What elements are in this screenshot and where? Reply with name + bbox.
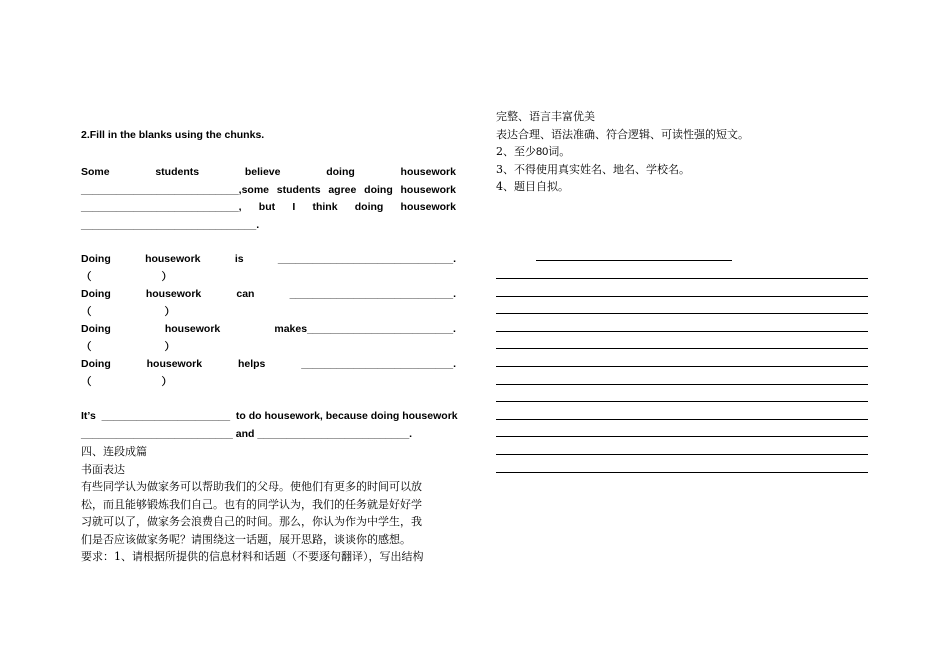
fill-line: ___________________________, but I think doing housework xyxy=(81,201,456,213)
requirement-line: 2、至少80词。 xyxy=(496,145,571,158)
right-column xyxy=(496,108,868,196)
fill-line: Doing housework helps __________________________. xyxy=(81,358,456,370)
section-heading: 四、连段成篇 xyxy=(81,445,147,458)
fill-line: ______________________________. xyxy=(81,218,260,231)
fill-line: Doing housework makes_________________________. xyxy=(81,323,456,335)
section-title: 2.Fill in the blanks using the chunks. xyxy=(81,129,265,141)
writing-line[interactable] xyxy=(496,472,868,473)
writing-line[interactable] xyxy=(496,348,868,349)
requirement-line: 表达合理、语法准确、符合逻辑、可读性强的短文。 xyxy=(496,127,749,141)
fill-block-1 xyxy=(81,164,456,234)
fill-line: Doing housework can ____________________________. xyxy=(81,288,456,300)
writing-line[interactable] xyxy=(496,296,868,297)
fill-line: Doing housework is ______________________________. xyxy=(81,253,456,265)
prompt-line: 习就可以了，做家务会浪费自己的时间。那么，你认为作为中学生，我 xyxy=(81,515,422,528)
writing-line[interactable] xyxy=(496,384,868,385)
requirement-line: 要求：1、请根据所提供的信息材料和话题（不要逐句翻译），写出结构 xyxy=(81,550,424,563)
paren-line: （ ） xyxy=(81,375,173,388)
prompt-line: 松，而且能够锻炼我们自己。也有的同学认为，我们的任务就是好好学 xyxy=(81,497,422,511)
subsection-heading: 书面表达 xyxy=(81,462,125,476)
requirement-line: 4、题目自拟。 xyxy=(496,180,569,193)
writing-line[interactable] xyxy=(496,454,868,455)
paren-line: （ ） xyxy=(81,340,175,353)
paren-line: （ ） xyxy=(81,305,175,318)
fill-line: Some students believe doing housework xyxy=(81,166,456,178)
writing-line[interactable] xyxy=(496,401,868,402)
requirement-line: 3、不得使用真实姓名、地名、学校名。 xyxy=(496,162,690,176)
fill-block-2 xyxy=(81,251,456,391)
writing-task xyxy=(81,443,456,566)
prompt-line: 有些同学认为做家务可以帮助我们的父母。使他们有更多的时间可以放 xyxy=(81,480,422,493)
fill-line: ___________________________,some students agree doing housework xyxy=(81,183,456,196)
fill-line: It’s ______________________ to do housework, because doing housework xyxy=(81,410,458,422)
prompt-line: 们是否应该做家务呢？请围绕这一话题，展开思路，谈谈你的感想。 xyxy=(81,532,411,546)
writing-line[interactable] xyxy=(496,436,868,437)
fill-line: __________________________ and __________________________. xyxy=(81,427,413,440)
paren-line: （ ） xyxy=(81,270,173,283)
fill-block-3 xyxy=(81,408,456,443)
writing-line[interactable] xyxy=(496,313,868,314)
essay-title-line[interactable] xyxy=(536,260,732,261)
requirement-line: 完整、语言丰富优美 xyxy=(496,110,595,123)
writing-line[interactable] xyxy=(496,278,868,279)
left-column xyxy=(81,128,456,566)
writing-line[interactable] xyxy=(496,419,868,420)
writing-line[interactable] xyxy=(496,366,868,367)
writing-line[interactable] xyxy=(496,331,868,332)
